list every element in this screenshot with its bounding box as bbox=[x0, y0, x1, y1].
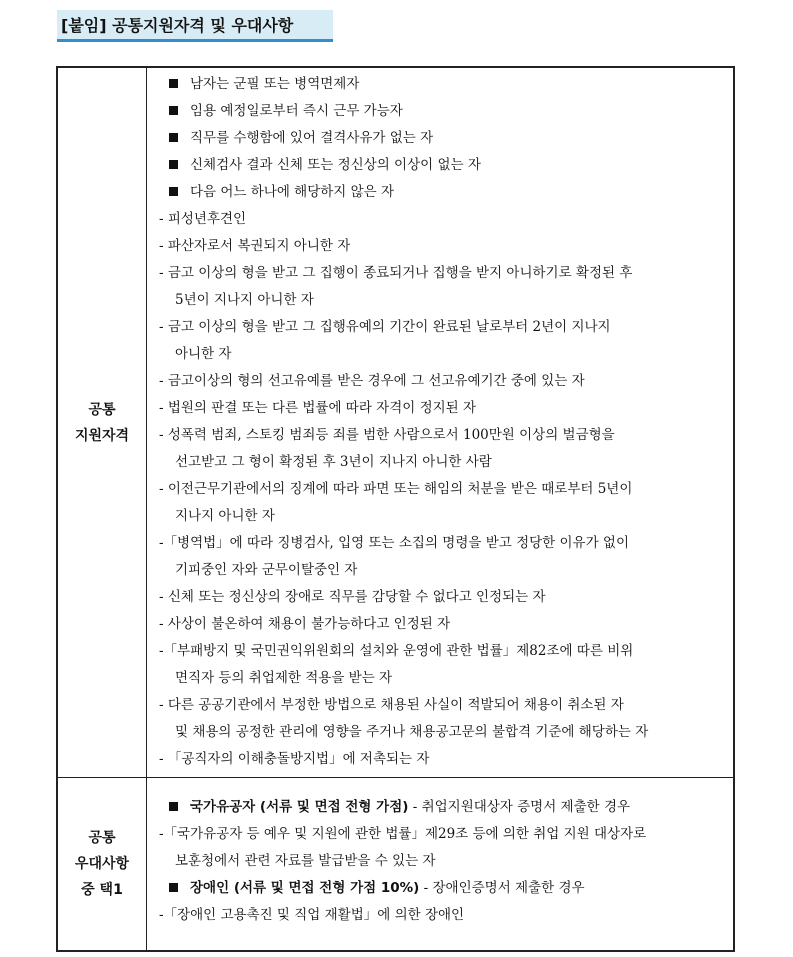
list-item: 임용 예정일로부터 즉시 근무 가능자 bbox=[153, 98, 727, 125]
list-item-continuation: 면직자 등의 취업제한 적용을 받는 자 bbox=[175, 670, 393, 686]
list-item-continuation: 기피중인 자와 군무이탈중인 자 bbox=[175, 562, 358, 578]
square-bullet-icon bbox=[169, 106, 178, 115]
table-row-preferences bbox=[57, 778, 734, 952]
qualifications-heading: 공통 지원자격 bbox=[57, 67, 147, 778]
page-title: [붙임] 공통지원자격 및 우대사항 bbox=[61, 16, 294, 35]
table-row-qualifications bbox=[57, 67, 734, 778]
list-item: - 신체 또는 정신상의 장애로 직무를 감당할 수 없다고 인정되는 자 bbox=[159, 589, 546, 605]
list-item: 장애인 (서류 및 면접 전형 가점 10%) - 장애인증명서 제출한 경우 bbox=[153, 875, 727, 902]
list-item: - 다른 공공기관에서 부정한 방법으로 채용된 사실이 적발되어 채용이 취소된 자 bbox=[159, 697, 624, 713]
list-item: - 파산자로서 복권되지 아니한 자 bbox=[159, 238, 351, 254]
list-item: -「병역법」에 따라 징병검사, 입영 또는 소집의 명령을 받고 정당한 이유가 없이 bbox=[159, 535, 629, 551]
list-item-continuation: 및 채용의 공정한 관리에 영향을 주거나 채용공고문의 불합격 기준에 해당하는 자 bbox=[175, 724, 649, 740]
square-bullet-icon bbox=[169, 160, 178, 169]
list-item: -「장애인 고용촉진 및 직업 재활법」에 의한 장애인 bbox=[159, 907, 465, 923]
list-item: 신체검사 결과 신체 또는 정신상의 이상이 없는 자 bbox=[153, 152, 727, 179]
list-item: 다음 어느 하나에 해당하지 않은 자 bbox=[153, 179, 727, 206]
list-item-continuation: 지나지 아니한 자 bbox=[175, 508, 275, 524]
square-bullet-icon bbox=[169, 802, 178, 811]
list-item: - 금고 이상의 형을 받고 그 집행이 종료되거나 집행을 받지 아니하기로 확정된 후 bbox=[159, 265, 633, 281]
square-bullet-icon bbox=[169, 187, 178, 196]
list-item: - 이전근무기관에서의 징계에 따라 파면 또는 해임의 처분을 받은 때로부터 5년이 bbox=[159, 481, 633, 497]
list-item: 남자는 군필 또는 병역면제자 bbox=[153, 71, 727, 98]
square-bullet-icon bbox=[169, 79, 178, 88]
list-item-continuation: 아니한 자 bbox=[175, 346, 232, 362]
list-item: -「국가유공자 등 예우 및 지원에 관한 법률」제29조 등에 의한 취업 지원 대상자로 bbox=[159, 826, 647, 842]
qualifications-content bbox=[147, 67, 735, 778]
preferences-content bbox=[147, 778, 735, 952]
preferences-heading: 공통 우대사항 중 택1 bbox=[57, 778, 147, 952]
list-item: -「부패방지 및 국민권익위원회의 설치와 운영에 관한 법률」제82조에 따른 비위 bbox=[159, 643, 634, 659]
list-item: - 성폭력 범죄, 스토킹 범죄등 죄를 범한 사람으로서 100만원 이상의 벌금형을 bbox=[159, 427, 615, 443]
square-bullet-icon bbox=[169, 883, 178, 892]
square-bullet-icon bbox=[169, 133, 178, 142]
list-item: - 사상이 불온하여 채용이 불가능하다고 인정된 자 bbox=[159, 616, 451, 632]
list-item-continuation: 선고받고 그 형이 확정된 후 3년이 지나지 아니한 사람 bbox=[175, 454, 492, 470]
list-item: - 「공직자의 이해충돌방지법」에 저촉되는 자 bbox=[159, 751, 430, 767]
list-item-continuation: 5년이 지나지 아니한 자 bbox=[175, 292, 314, 308]
qualification-table bbox=[56, 66, 735, 952]
list-item: - 피성년후견인 bbox=[159, 211, 247, 227]
list-item-continuation: 보훈청에서 관련 자료를 발급받을 수 있는 자 bbox=[175, 853, 436, 869]
list-item: 국가유공자 (서류 및 면접 전형 가점) - 취업지원대상자 증명서 제출한 경우 bbox=[153, 794, 727, 821]
list-item: - 금고이상의 형의 선고유예를 받은 경우에 그 선고유예기간 중에 있는 자 bbox=[159, 373, 585, 389]
list-item: 직무를 수행함에 있어 결격사유가 없는 자 bbox=[153, 125, 727, 152]
list-item: - 금고 이상의 형을 받고 그 집행유예의 기간이 완료된 날로부터 2년이 지나지 bbox=[159, 319, 611, 335]
list-item: - 법원의 판결 또는 다른 법률에 따라 자격이 정지된 자 bbox=[159, 400, 477, 416]
